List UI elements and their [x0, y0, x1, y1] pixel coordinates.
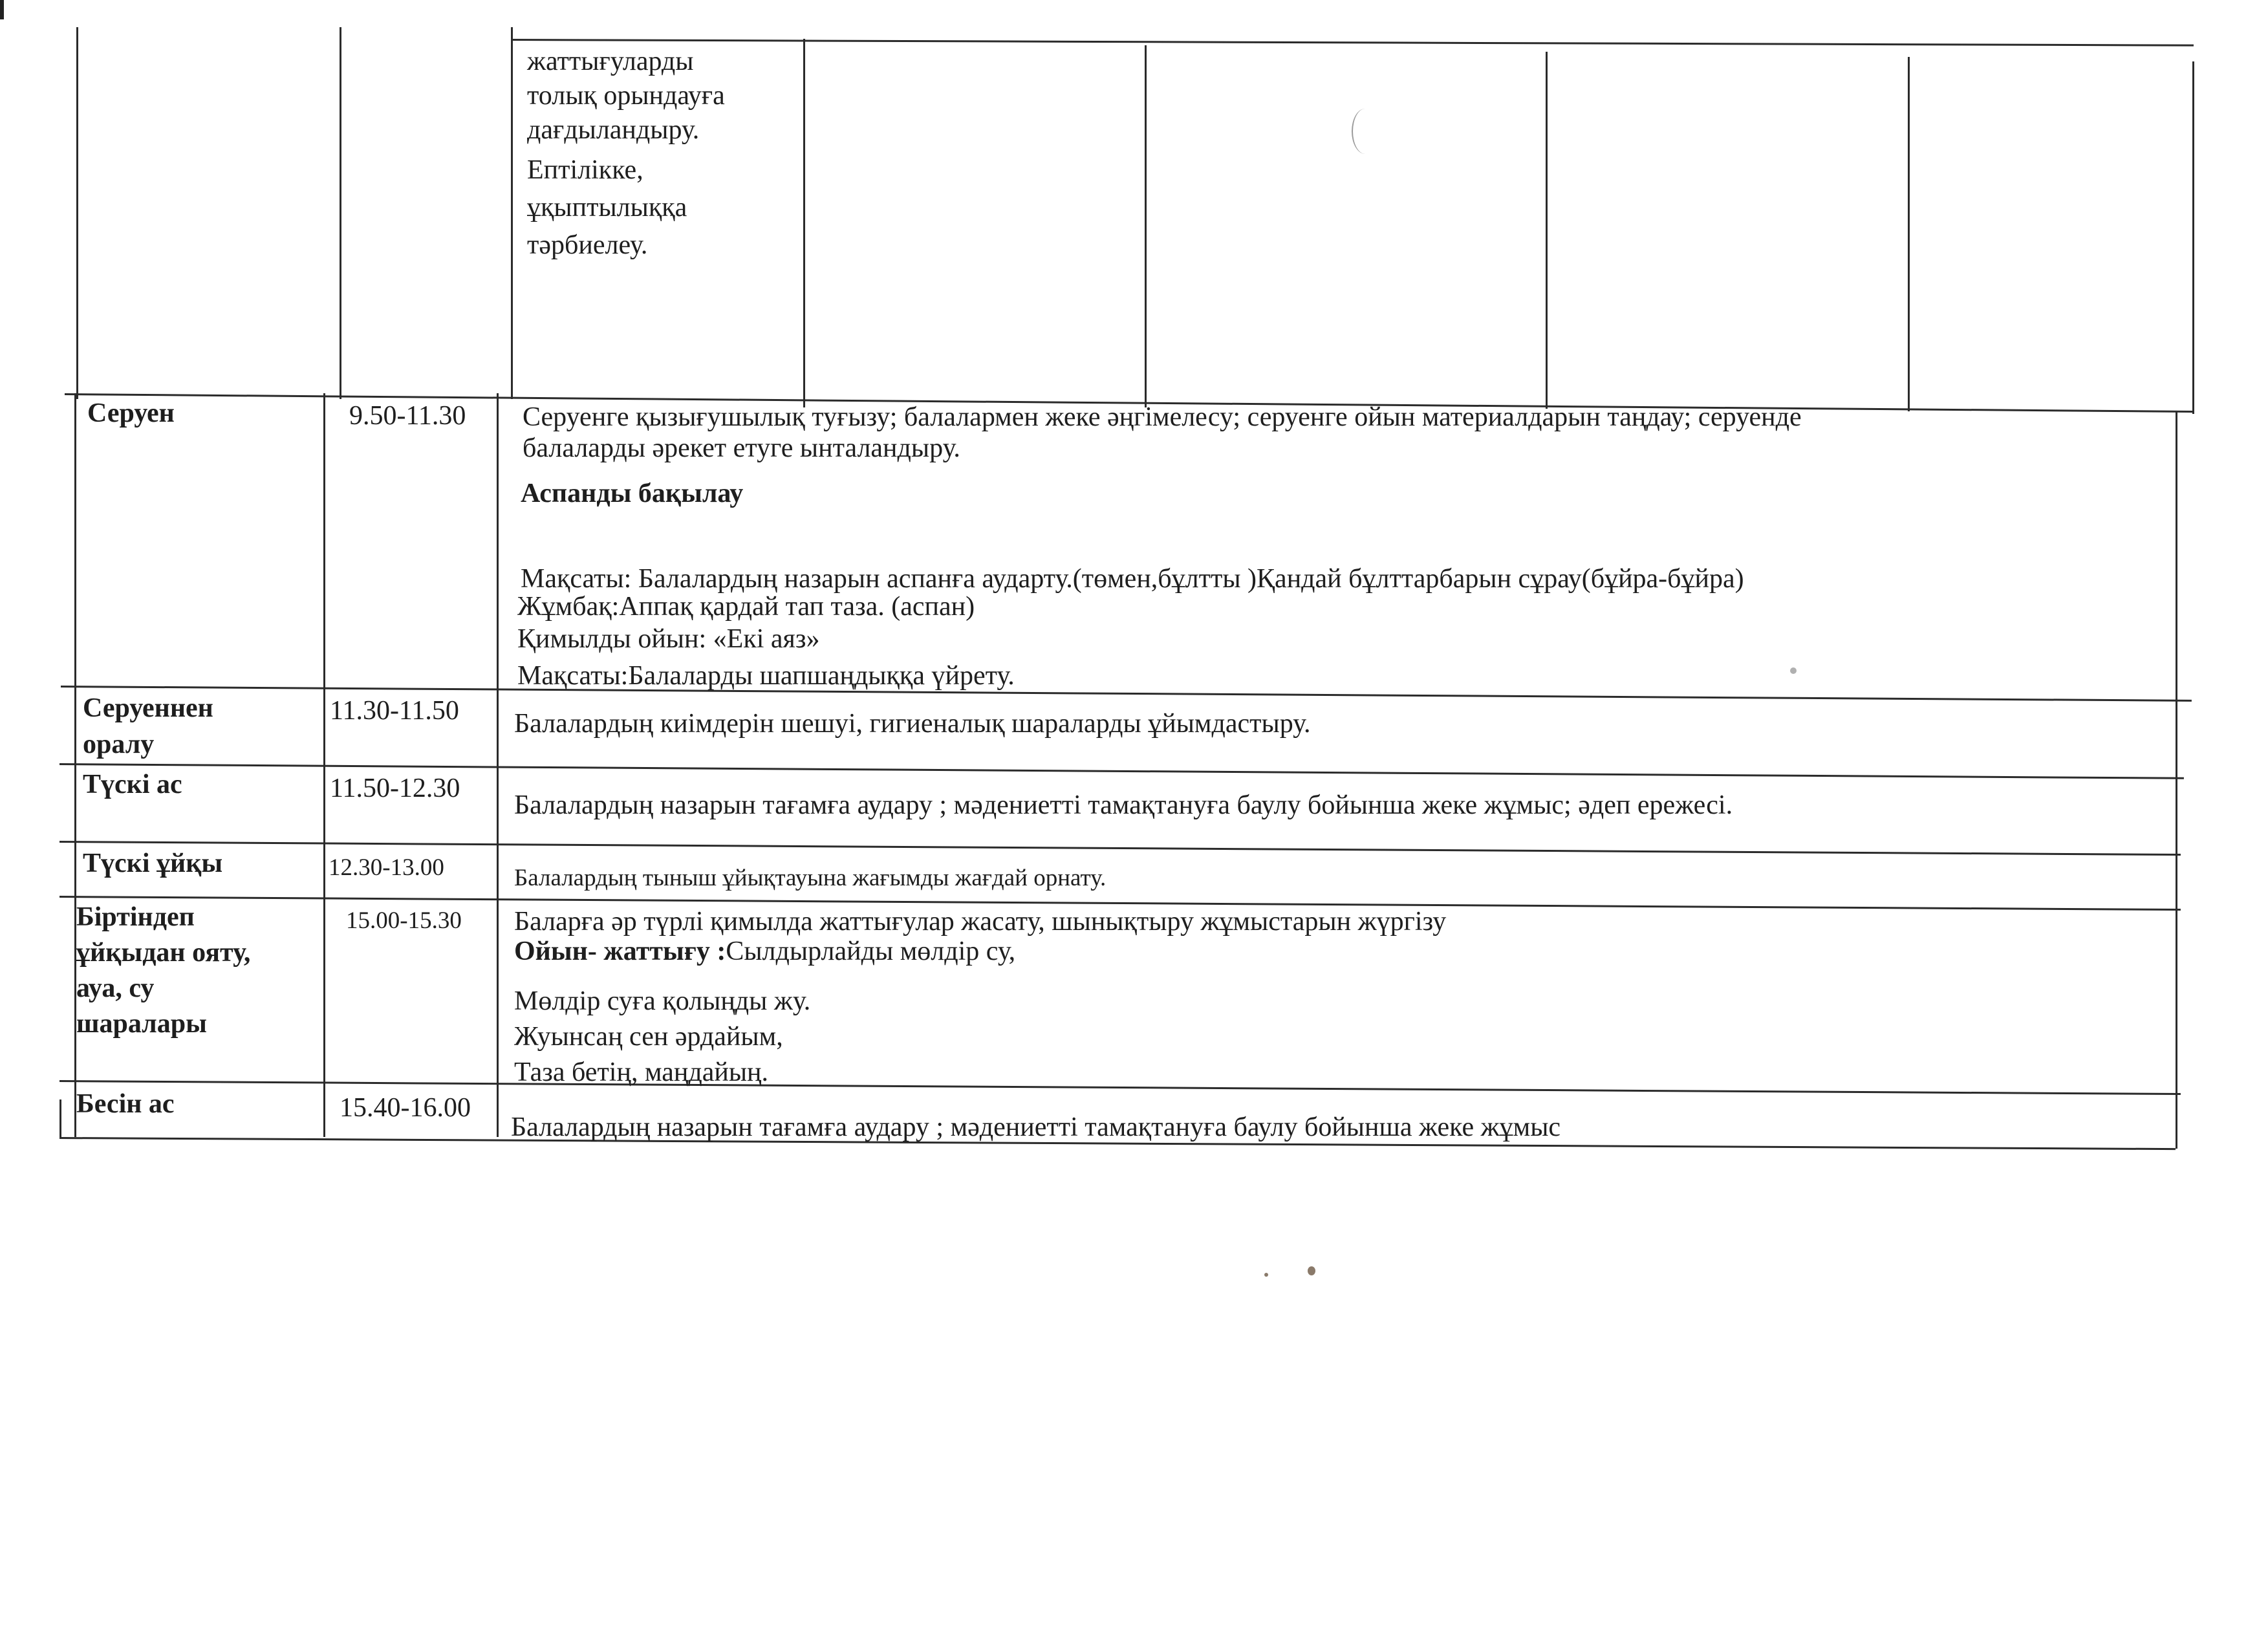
activity-name: оралу [83, 730, 155, 759]
activity-name: Серуеннен [83, 693, 213, 723]
content-line: Мақсаты: Балалардың назарын аспанға аударту.(төмен,бұлтты )Қандай бұлттарбарын сұрау(бұйра-бұйра) [521, 564, 1744, 594]
content-line: Баларға әр түрлі қимылда жаттығулар жасату, шынықтыру жұмыстарын жүргізу [514, 907, 1447, 937]
time-range: 15.40-16.00 [340, 1093, 471, 1123]
content-rest: Сылдырлайды мөлдір су, [726, 937, 1016, 966]
content-bold-prefix: Ойын- жаттығу : [514, 937, 726, 966]
goal-line: ұқыптылыққа [527, 193, 687, 222]
activity-name: Бесін ас [76, 1089, 175, 1119]
content-line: Таза бетің, маңдайың. [514, 1057, 769, 1087]
time-range: 11.50-12.30 [330, 774, 460, 803]
content-line: Мақсаты:Балаларды шапшаңдыққа үйрету. [517, 661, 1015, 691]
goal-line: тәрбиелеу. [527, 230, 648, 260]
goal-line: Ептілікке, [527, 155, 643, 185]
content-line: Жуынсаң сен әрдайым, [514, 1022, 783, 1052]
content-line: балаларды әрекет етуге ынталандыру. [523, 433, 960, 463]
activity-name: Түскі ас [83, 770, 182, 799]
content-heading: Аспанды бақылау [521, 479, 744, 508]
time-range: 12.30-13.00 [329, 854, 444, 881]
activity-name: ұйқыдан ояту, [76, 938, 251, 968]
activity-name: шаралары [76, 1009, 207, 1039]
content-line: Мөлдір суға қолыңды жу. [514, 986, 811, 1016]
content-line: Серуенге қызығушылық туғызу; балалармен жеке әңгімелесу; серуенге ойын материалдарын таңдау; серуенде [523, 402, 1802, 432]
time-range: 15.00-15.30 [346, 907, 462, 934]
goal-line: дағдыландыру. [527, 115, 700, 145]
content-line: Балалардың тыныш ұйықтауына жағымды жағдай орнату. [514, 865, 1107, 891]
content-line [514, 937, 1015, 967]
scan-speck [1264, 1273, 1268, 1277]
time-range: 9.50-11.30 [349, 401, 466, 431]
content-line: Қимылды ойын: «Екі аяз» [517, 624, 820, 654]
content-line: Балалардың киімдерін шешуі, гигиеналық шараларды ұйымдастыру. [514, 709, 1311, 739]
scan-artifact-arc [1352, 109, 1379, 154]
content-line: Балалардың назарын тағамға аудару ; мәдениетті тамақтануға баулу бойынша жеке жұмыс; әдеп ережесі. [514, 790, 1733, 820]
goal-line: толық орындауға [527, 81, 725, 111]
activity-name: ауа, су [76, 973, 155, 1003]
goal-line: жаттығуларды [527, 47, 694, 76]
scan-speck [1308, 1266, 1315, 1275]
scan-edge-mark [0, 0, 4, 19]
activity-name: Түскі ұйқы [83, 849, 223, 878]
scan-speck [1790, 667, 1797, 674]
time-range: 11.30-11.50 [330, 696, 459, 726]
activity-name: Біртіндеп [76, 902, 195, 932]
content-line: Жұмбақ:Аппақ қардай тап таза. (аспан) [517, 592, 975, 622]
activity-name: Серуен [87, 398, 175, 428]
content-line: Балалардың назарын тағамға аудару ; мәдениетті тамақтануға баулу бойынша жеке жұмыс [511, 1112, 1561, 1142]
